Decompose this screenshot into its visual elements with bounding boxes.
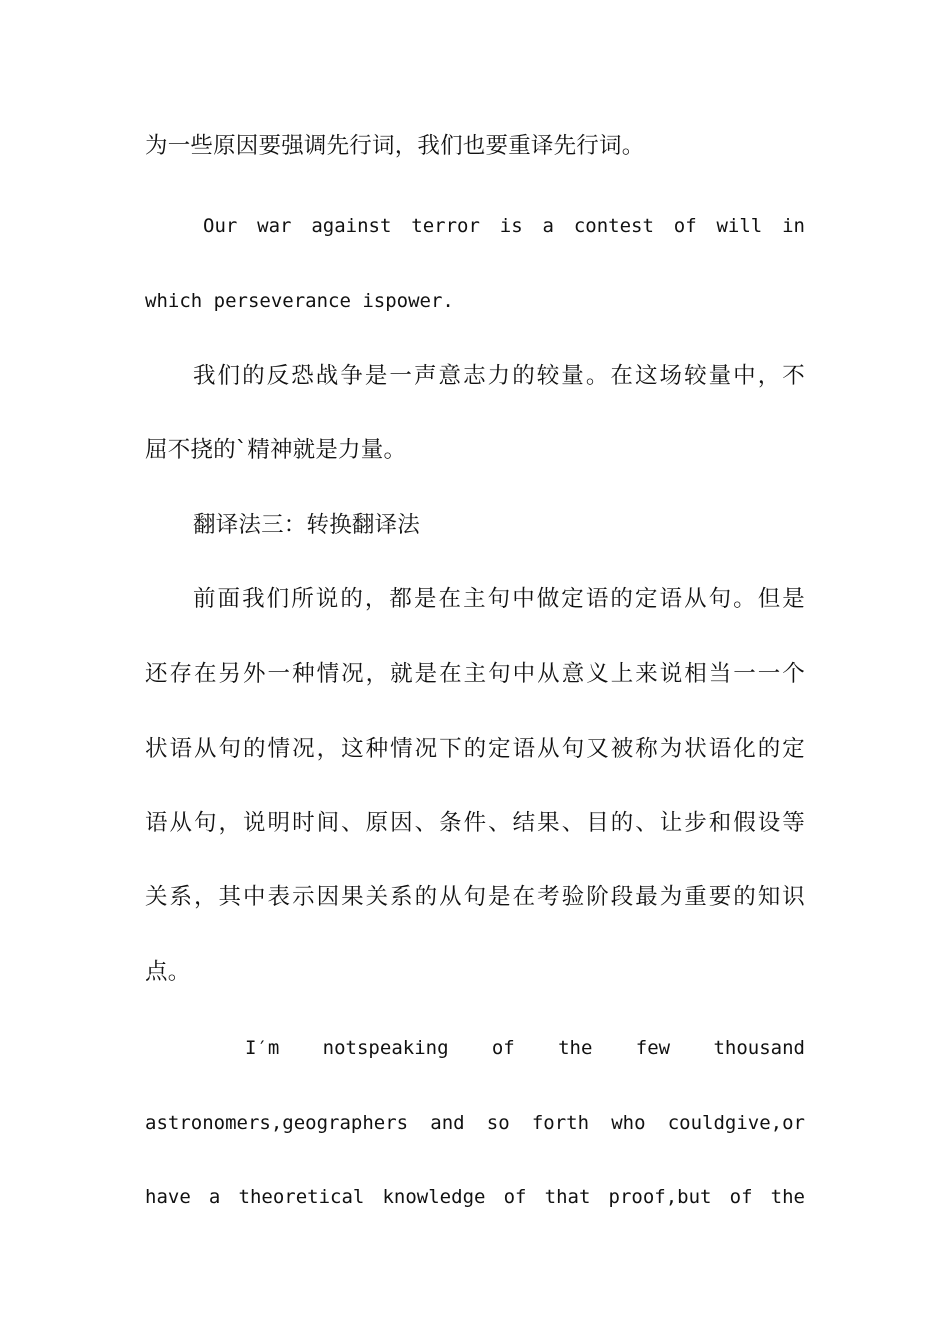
text-line-2: Our war against terror is a contest of will in [203, 215, 805, 237]
section-heading: 翻译法三：转换翻译法 [193, 512, 421, 538]
text-line-5: 屈不挠的`精神就是力量。 [145, 437, 407, 463]
text-line-7: 前面我们所说的，都是在主句中做定语的定语从句。但是 [193, 586, 805, 612]
text-line-13: I′m notspeaking of the few thousand [245, 1037, 805, 1059]
text-line-10: 语从句，说明时间、原因、条件、结果、目的、让步和假设等 [145, 810, 805, 836]
text-line-8: 还存在另外一种情况，就是在主句中从意义上来说相当一一个 [145, 661, 805, 687]
text-line-15: have a theoretical knowledge of that proof,but of the [145, 1186, 805, 1208]
text-line-1: 为一些原因要强调先行词，我们也要重译先行词。 [145, 133, 645, 159]
text-line-11: 关系，其中表示因果关系的从句是在考验阶段最为重要的知识 [145, 884, 805, 910]
text-line-3: which perseverance ispower. [145, 290, 454, 312]
text-line-9: 状语从句的情况，这种情况下的定语从句又被称为状语化的定 [145, 736, 805, 762]
text-line-14: astronomers,geographers and so forth who couldgive,or [145, 1112, 805, 1134]
text-line-4: 我们的反恐战争是一声意志力的较量。在这场较量中，不 [193, 363, 805, 389]
text-line-12: 点。 [145, 959, 191, 985]
